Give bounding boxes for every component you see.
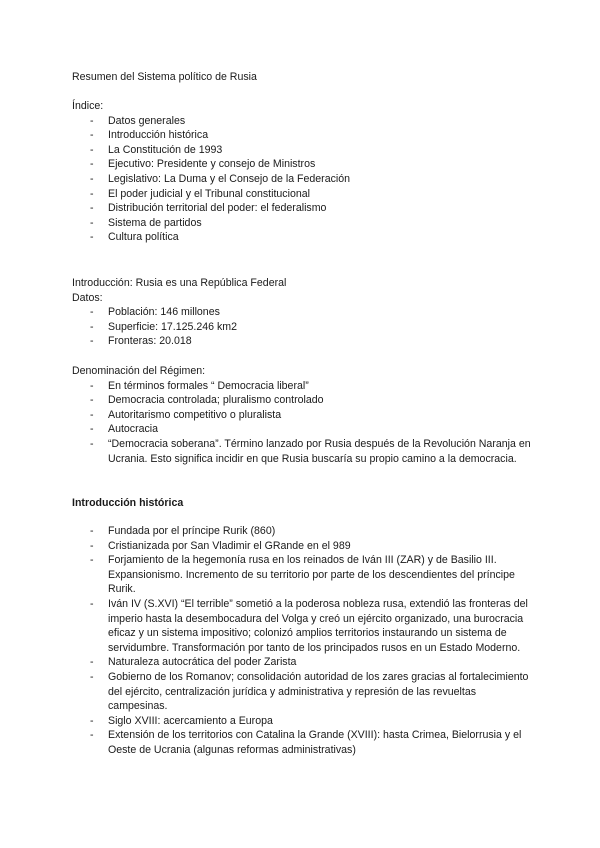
history-list-block bbox=[72, 524, 532, 758]
list-item: - La Constitución de 1993 bbox=[90, 143, 223, 156]
list-item: - Distribución territorial del poder: el federalismo bbox=[90, 202, 327, 215]
list-item: - Gobierno de los Romanov; consolidación autoridad de los zares gracias al fortalecimiento del ejército, centralización jurídica y administrativa y represión de las revueltas campesinas. bbox=[90, 670, 529, 713]
index-heading: Índice: bbox=[72, 100, 104, 112]
regime-heading: Denominación del Régimen: bbox=[72, 365, 206, 377]
dash-bullet-icon: - bbox=[90, 129, 94, 142]
list-item: - Naturaleza autocrática del poder Zarista bbox=[90, 656, 297, 669]
list-item: - Sistema de partidos bbox=[90, 216, 202, 229]
list-item: - Cultura política bbox=[90, 231, 179, 244]
list-item: - El poder judicial y el Tribunal constitucional bbox=[90, 187, 310, 200]
intro-line: Introducción: Rusia es una República Federal bbox=[72, 277, 287, 289]
dash-bullet-icon: - bbox=[90, 187, 94, 200]
dash-bullet-icon: - bbox=[90, 379, 94, 392]
list-item: - En términos formales “ Democracia liberal” bbox=[90, 379, 309, 392]
intro-section bbox=[72, 276, 532, 349]
list-item: - Democracia controlada; pluralismo controlado bbox=[90, 394, 324, 407]
history-list bbox=[72, 524, 532, 758]
dash-bullet-icon: - bbox=[90, 597, 94, 610]
list-item: - Superficie: 17.125.246 km2 bbox=[90, 320, 237, 333]
history-section bbox=[72, 496, 532, 511]
index-list bbox=[72, 114, 532, 245]
dash-bullet-icon: - bbox=[90, 437, 94, 450]
list-item: - Siglo XVIII: acercamiento a Europa bbox=[90, 714, 273, 727]
dash-bullet-icon: - bbox=[90, 172, 94, 185]
list-item: - Cristianizada por San Vladimir el GRande en el 989 bbox=[90, 539, 351, 552]
dash-bullet-icon: - bbox=[90, 539, 94, 552]
dash-bullet-icon: - bbox=[90, 143, 94, 156]
datos-heading: Datos: bbox=[72, 291, 103, 304]
list-item: - Iván IV (S.XVI) “El terrible” sometió a la poderosa nobleza rusa, extendió las fronteras del imperio hasta la desembocadura del Volga y creó un ejército organizado, una burocracia eficaz y un sistema impositivo; colonizó amplios territorios instaurando un sistema de servidumbre. Transformación por tanto de los principados rusos en un Estado Moderno. bbox=[90, 597, 528, 654]
dash-bullet-icon: - bbox=[90, 306, 94, 319]
list-item: - Fundada por el príncipe Rurik (860) bbox=[90, 525, 276, 537]
document-title: Resumen del Sistema político de Rusia bbox=[72, 71, 257, 83]
dash-bullet-icon: - bbox=[90, 656, 94, 669]
dash-bullet-icon: - bbox=[90, 202, 94, 215]
index-section bbox=[72, 99, 532, 245]
dash-bullet-icon: - bbox=[90, 394, 94, 407]
list-item: - Población: 146 millones bbox=[90, 306, 220, 319]
dash-bullet-icon: - bbox=[90, 423, 94, 436]
list-item: - Datos generales bbox=[90, 114, 186, 127]
dash-bullet-icon: - bbox=[90, 525, 94, 537]
list-item: - Forjamiento de la hegemonía rusa en los reinados de Iván III (ZAR) y de Basilio III. Expansionismo. Incremento de su territorio por parte de los descendientes del príncipe Rurik. bbox=[90, 554, 515, 596]
list-item: - Autocracia bbox=[90, 423, 159, 436]
list-item: - Fronteras: 20.018 bbox=[90, 335, 192, 348]
list-item: - Autoritarismo competitivo o pluralista bbox=[90, 408, 282, 421]
list-item: - “Democracia soberana”. Término lanzado por Rusia después de la Revolución Naranja en Ucrania. Esto significa incidir en que Rusia buscaría su propio camino a la democracia. bbox=[90, 437, 531, 465]
list-item: - Ejecutivo: Presidente y consejo de Ministros bbox=[90, 158, 316, 171]
regime-list bbox=[72, 379, 532, 467]
dash-bullet-icon: - bbox=[90, 320, 94, 333]
dash-bullet-icon: - bbox=[90, 408, 94, 421]
dash-bullet-icon: - bbox=[90, 729, 94, 742]
history-heading: Introducción histórica bbox=[72, 497, 184, 509]
dash-bullet-icon: - bbox=[90, 714, 94, 727]
list-item: - Legislativo: La Duma y el Consejo de la Federación bbox=[90, 172, 351, 185]
regime-section bbox=[72, 364, 532, 466]
dash-bullet-icon: - bbox=[90, 231, 94, 244]
list-item: - Extensión de los territorios con Catalina la Grande (XVIII): hasta Crimea, Bielorrusia y el Oeste de Ucrania (algunas reformas administrativas) bbox=[90, 729, 522, 756]
list-item: - Introducción histórica bbox=[90, 129, 209, 142]
dash-bullet-icon: - bbox=[90, 335, 94, 348]
dash-bullet-icon: - bbox=[90, 670, 94, 683]
datos-list bbox=[72, 305, 532, 349]
dash-bullet-icon: - bbox=[90, 216, 94, 229]
dash-bullet-icon: - bbox=[90, 554, 94, 567]
dash-bullet-icon: - bbox=[90, 114, 94, 127]
dash-bullet-icon: - bbox=[90, 158, 94, 171]
